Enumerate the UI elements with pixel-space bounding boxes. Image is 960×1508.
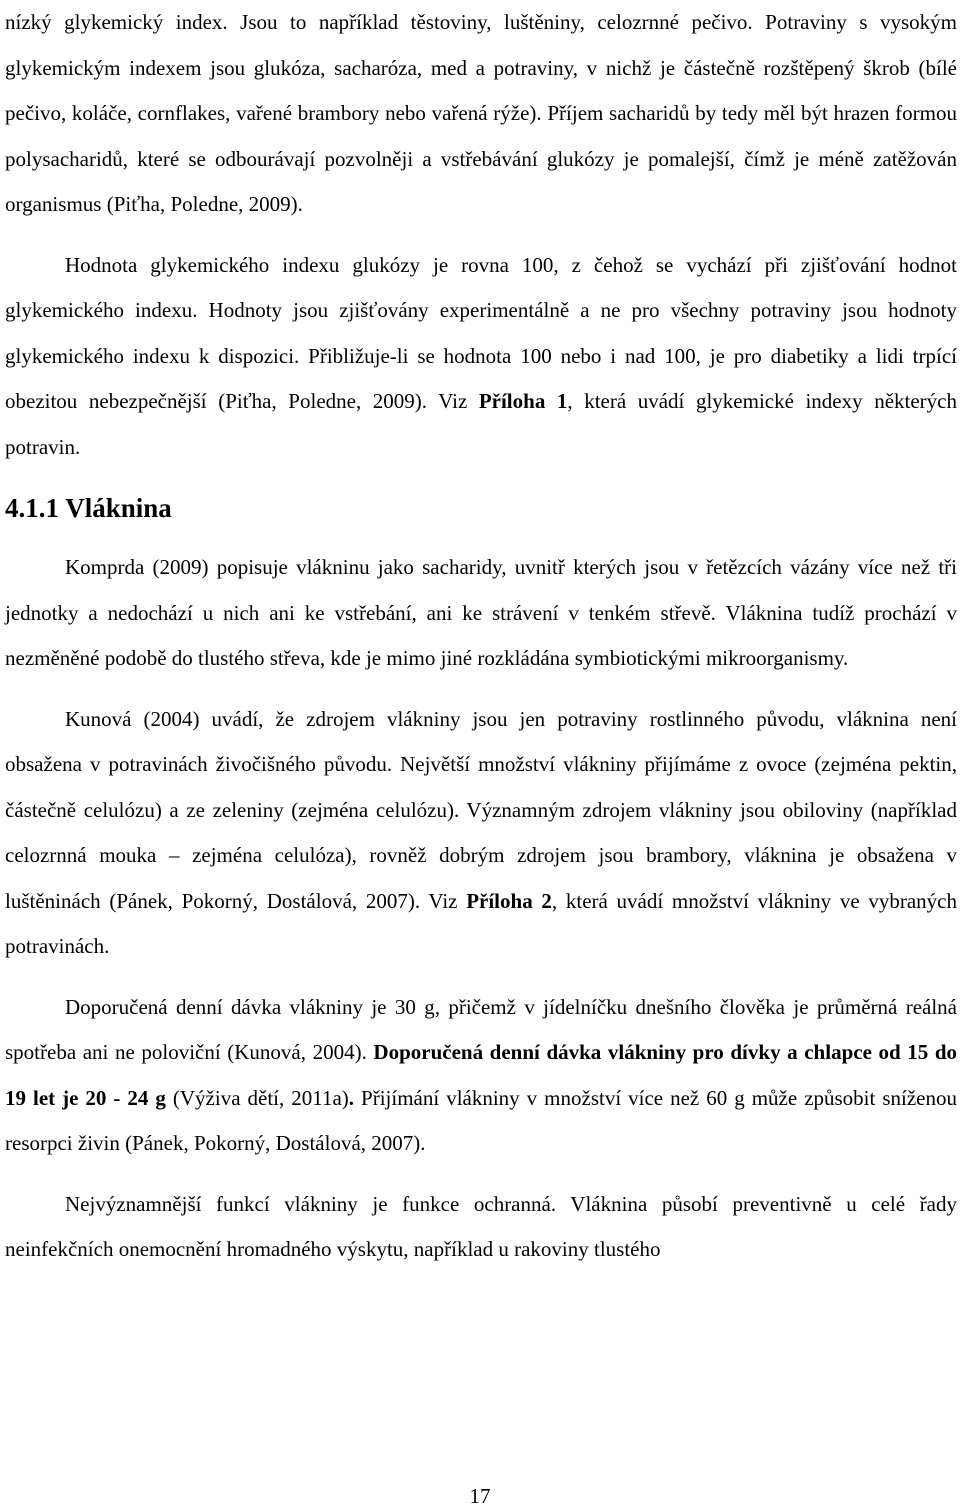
paragraph-glycemic-index-value (5, 243, 957, 471)
text-run: Kunová (2004) uvádí, že zdrojem vlákniny jsou jen potraviny rostlinného původu, vláknina není obsažena v potravinách živočišného původu. Největší množství vlákniny přijímáme z ovoce (zejména pektin, částečně celulózu) a ze zeleniny (zejména celulózu). Významným zdrojem vlákniny jsou obiloviny (například celozrnná mouka – zejména celulóza), rovněž dobrým zdrojem jsou brambory, vláknina je obsažena v luštěninách (Pánek, Pokorný, Dostálová, 2007). Viz (5, 706, 957, 913)
section-heading: 4.1.1 Vláknina (5, 493, 172, 523)
paragraph-fiber-function (5, 1182, 957, 1273)
text-run: , která uvádí glykemické indexy některých potravin. (5, 389, 957, 459)
paragraph-fiber-definition (5, 545, 957, 682)
bold-reference-appendix-2: Příloha 2 (466, 888, 552, 913)
text-run: nízký glykemický index. Jsou to například těstoviny, luštěniny, celozrnné pečivo. Potraviny s vysokým glykemickým indexem jsou glukóza, sacharóza, med a potraviny, v nichž je částečně rozštěpený škrob (bílé pečivo, koláče, cornflakes, vařené brambory nebo vařená rýže). Příjem sacharidů by tedy měl být hrazen formou polysacharidů, které se odbourávají pozvolněji a vstřebávání glukózy je pomalejší, čímž je méně zatěžován organismus (Piťha, Poledne, 2009). (5, 10, 957, 216)
text-run: Nejvýznamnější funkcí vlákniny je funkce ochranná. Vláknina působí preventivně u celé řady neinfekčních onemocnění hromadného výskytu, například u rakoviny tlustého (5, 1191, 957, 1261)
text-run: , která uvádí množství vlákniny ve vybraných potravinách. (5, 888, 957, 958)
bold-daily-dose-statement: Doporučená denní dávka vlákniny pro dívky a chlapce od 15 do 19 let je 20 - 24 g (5, 1040, 957, 1110)
text-run: Komprda (2009) popisuje vlákninu jako sacharidy, uvnitř kterých jsou v řetězcích vázány více než tři jednotky a nedochází u nich ani ke vstřebání, ani ke strávení v tenkém střevě. Vláknina tudíž prochází v nezměněné podobě do tlustého střeva, kde je mimo jiné rozkládána symbiotickými mikroorganismy. (5, 555, 957, 670)
text-run: (Výživa dětí, 2011a) (165, 1085, 349, 1110)
paragraph-fiber-daily-dose (5, 985, 957, 1167)
text-run: Přijímání vlákniny v množství více než 60 g může způsobit sníženou resorpci živin (Pánek, Pokorný, Dostálová, 2007). (5, 1085, 957, 1155)
page-number: 17 (469, 1484, 491, 1508)
text-run: Doporučená denní dávka vlákniny je 30 g, přičemž v jídelníčku dnešního člověka je průměrná reálná spotřeba ani ne poloviční (Kunová, 2004). (5, 994, 957, 1064)
paragraph-glycemic-intro (5, 0, 957, 228)
bold-reference-appendix-1: Příloha 1 (478, 389, 568, 413)
paragraph-fiber-sources (5, 697, 957, 970)
document-page (5, 0, 957, 1273)
bold-period: . (348, 1085, 355, 1110)
text-run: Hodnota glykemického indexu glukózy je rovna 100, z čehož se vychází při zjišťování hodnot glykemického indexu. Hodnoty jsou zjišťovány experimentálně a ne pro všechny potraviny jsou hodnoty glykemického indexu k dispozici. Přibližuje-li se hodnota 100 nebo i nad 100, je pro diabetiky a lidi trpící obezitou nebezpečnější (Piťha, Poledne, 2009). Viz (5, 252, 957, 413)
